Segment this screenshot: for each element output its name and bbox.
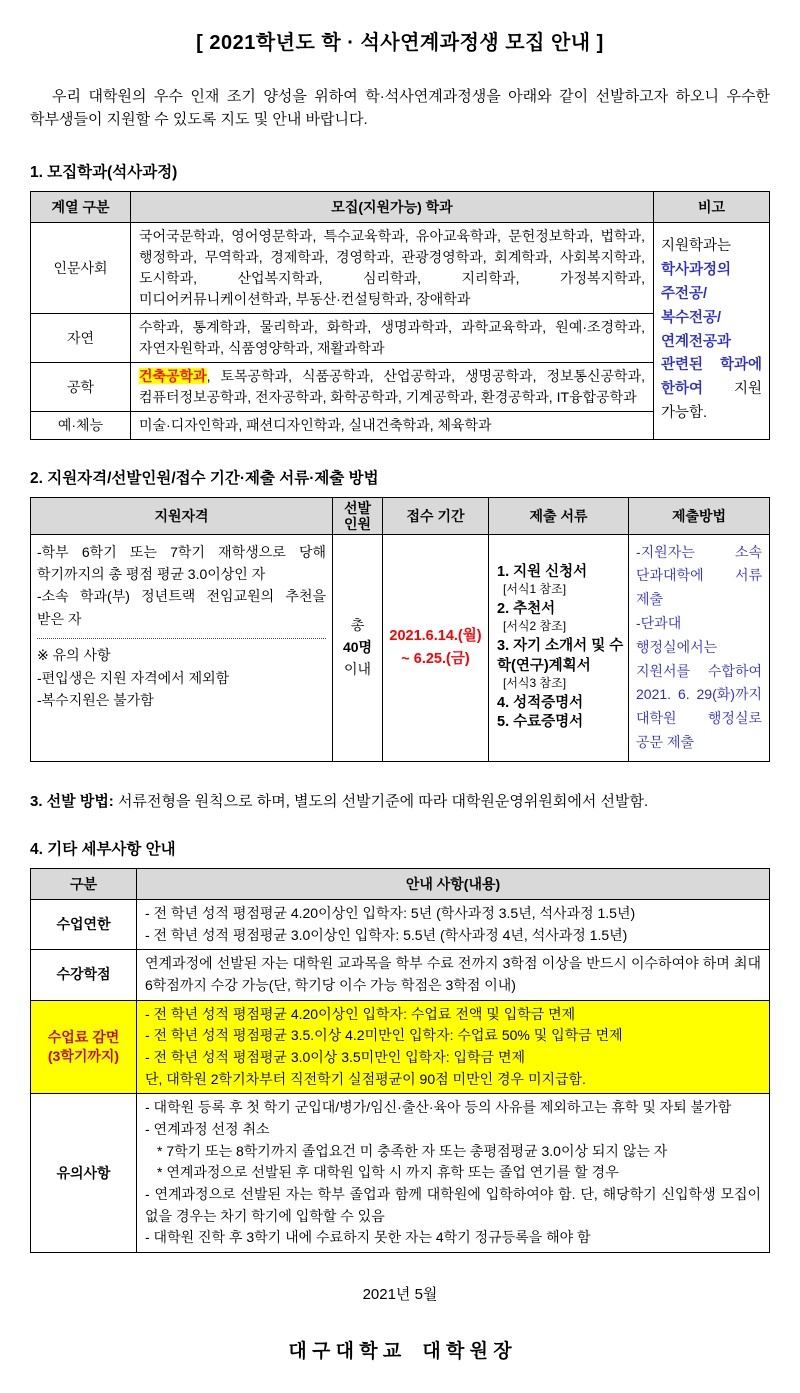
notice-title: ※ 유의 사항 <box>37 647 111 664</box>
header-method: 제출방법 <box>629 497 770 534</box>
row-content <box>137 899 770 949</box>
section3-text: 서류전형을 원칙으로 하며, 별도의 선발기준에 따라 대학원운영위원회에서 선발함. <box>113 792 649 810</box>
document-item: 5. 수료증명서 <box>497 714 584 731</box>
table-row-tuition-reduction <box>31 1000 770 1094</box>
intro-paragraph: 우리 대학원의 우수 인재 조기 양성을 위하여 학·석사연계과정생을 아래와 같이 선발하고자 하오니 우수한 학부생들이 지원할 수 있도록 지도 및 안내 바랍니다. <box>30 88 770 129</box>
document-note: [서식1 참조] <box>503 582 567 597</box>
content-line: 연계과정에 선발된 자는 대학원 교과목을 학부 수료 전까지 3학점 이상을 반드시 이수하여야 하며 최대 6학점까지 수강 가능(단, 학기당 이수 가능 학점은 3학점 이내) <box>145 955 761 993</box>
document-note: [서식2 참조] <box>503 619 567 634</box>
table-header-row <box>31 868 770 899</box>
application-info-table <box>30 497 770 762</box>
row-label <box>31 1000 137 1094</box>
recruiting-departments-table <box>30 191 770 440</box>
header-departments: 모집(지원가능) 학과 <box>131 191 654 222</box>
row-label: 수강학점 <box>31 950 137 1000</box>
page-title: [ 2021학년도 학 · 석사연계과정생 모집 안내 ] <box>196 32 604 54</box>
content-line: - 연계과정으로 선발된 자는 학부 졸업과 함께 대학원에 입학하여야 함. 단, 해당학기 신입학생 모집이 없을 경우는 차기 학기에 입학할 수 있음 <box>145 1186 761 1224</box>
note-suffix: 지원 가능함. <box>661 381 762 422</box>
table-row-study-period <box>31 899 770 949</box>
departments-rest: , 토목공학과, 식품공학과, 산업공학과, 생명공학과, 정보통신공학과, 컴퓨터정보공학과, 전자공학과, 화학공학과, 기계공학과, 환경공학과, IT융합공학과 <box>139 367 645 405</box>
content-line: - 연계과정 선정 취소 <box>145 1121 270 1138</box>
departments-list: 국어국문학과, 영어영문학과, 특수교육학과, 유아교육학과, 문헌정보학과, 법학과, 행정학과, 무역학과, 경제학과, 경영학과, 관광경영학과, 회계학과, 사회복지학과, 도시학과, 산업복지학과, 심리학과, 지리학과, 가정복지학과, 미디어커뮤니케이션학과, 부동산·컨설팅학과, 장애학과 <box>131 222 654 313</box>
table-row-credits <box>31 950 770 1000</box>
row-label: 유의사항 <box>31 1094 137 1253</box>
application-period-cell <box>383 534 489 761</box>
header-quota: 선발 인원 <box>333 497 383 534</box>
header-period: 접수 기간 <box>383 497 489 534</box>
row-label-line: 수업료 감면 <box>47 1029 120 1046</box>
document-note: [서식3 참조] <box>503 676 567 691</box>
row-content <box>137 1094 770 1253</box>
content-line: 단, 대학원 2학기차부터 직전학기 실점평균이 90점 미만인 경우 미지급함. <box>145 1070 586 1087</box>
quota-line: 총 <box>350 617 365 634</box>
table-row-humanities <box>31 222 770 313</box>
departments-list: 수학과, 통계학과, 물리학과, 화학과, 생명과학과, 과학교육학과, 원예·조경학과, 자연자원학과, 식품영양학과, 재활과학과 <box>131 313 654 362</box>
content-subline: * 연계과정으로 선발된 후 대학원 입학 시 까지 휴학 또는 졸업 연기를 할 경우 <box>157 1164 619 1181</box>
content-line: - 대학원 진학 후 3학기 내에 수료하지 못한 자는 4학기 정규등록을 해야 함 <box>145 1229 591 1246</box>
notice-item: -편입생은 지원 자격에서 제외함 <box>37 669 230 686</box>
content-line: - 대학원 등록 후 첫 학기 군입대/병가/임신·출산·육아 등의 사유를 제외하고는 휴학 및 자퇴 불가함 <box>145 1099 732 1116</box>
section2-heading: 2. 지원자격/선발인원/접수 기간·제출 서류·제출 방법 <box>30 469 379 487</box>
signature-line: 대 구 대 학 교 대 학 원 장 <box>288 1341 512 1363</box>
content-line: - 전 학년 성적 평점평균 3.5.이상 4.2미만인 입학자: 수업료 50% 및 입학금 면제 <box>145 1027 623 1044</box>
header-category: 구분 <box>31 868 137 899</box>
note-prefix: 지원학과는 <box>661 237 732 254</box>
note-emphasis: 학사과정의 주전공/복수전공/연계전공과 관련된 학과에 한하여 <box>661 261 762 398</box>
header-qualification: 지원자격 <box>31 497 333 534</box>
content-line: - 전 학년 성적 평점평균 3.0이상 3.5미만인 입학자: 입학금 면제 <box>145 1048 526 1065</box>
highlighted-department: 건축공학과 <box>139 367 207 384</box>
content-line: - 전 학년 성적 평점평균 3.0이상인 입학자: 5.5년 (학사과정 4년, 석사과정 1.5년) <box>145 926 628 943</box>
header-documents: 제출 서류 <box>489 497 629 534</box>
period-end: ~ 6.25.(금) <box>401 650 470 667</box>
quota-line: 이내 <box>343 660 372 677</box>
section4-heading: 4. 기타 세부사항 안내 <box>30 840 176 858</box>
header-content: 안내 사항(내용) <box>137 868 770 899</box>
method-item: -지원자는 소속 단과대학에 서류 제출 <box>636 543 762 608</box>
departments-list <box>131 362 654 411</box>
announcement-document <box>30 0 770 1393</box>
document-item: 4. 성적증명서 <box>497 694 584 711</box>
table-header-row <box>31 191 770 222</box>
content-subline: * 7학기 또는 8학기까지 졸업요건 미 충족한 자 또는 총평점평균 3.0이상 되지 않는 자 <box>157 1142 668 1159</box>
quota-cell <box>333 534 383 761</box>
qualification-item: -학부 6학기 또는 7학기 재학생으로 당해 학기까지의 총 평점 평균 3.0이상인 자 <box>37 543 326 583</box>
category-label: 인문사회 <box>31 222 131 313</box>
document-item: 3. 자기 소개서 및 수학(연구)계획서 <box>497 638 624 674</box>
row-content <box>137 1000 770 1094</box>
note-cell <box>654 222 770 439</box>
notice-block <box>37 638 326 711</box>
category-label: 공학 <box>31 362 131 411</box>
qualification-item: -소속 학과(부) 정년트랙 전임교원의 추천을 받은 자 <box>37 588 326 627</box>
document-item: 1. 지원 신청서 <box>497 563 588 580</box>
row-label: 수업연한 <box>31 899 137 949</box>
footer-date: 2021년 5월 <box>362 1286 438 1304</box>
documents-cell <box>489 534 629 761</box>
table-row-precautions <box>31 1094 770 1253</box>
category-label: 예·체능 <box>31 411 131 439</box>
notice-item: -복수지원은 불가함 <box>37 692 154 709</box>
table-data-row <box>31 534 770 761</box>
document-item: 2. 추천서 <box>497 600 556 617</box>
section3-label: 3. 선발 방법: <box>30 792 114 810</box>
qualification-cell <box>31 534 333 761</box>
content-line: - 전 학년 성적 평점평균 4.20이상인 입학자: 수업료 전액 및 입학금 면제 <box>145 1005 576 1022</box>
section3-selection-method <box>30 790 770 811</box>
period-start: 2021.6.14.(월) <box>389 627 482 644</box>
header-category: 계열 구분 <box>31 191 131 222</box>
header-note: 비고 <box>654 191 770 222</box>
row-content <box>137 950 770 1000</box>
quota-number: 40명 <box>342 638 373 655</box>
content-line: - 전 학년 성적 평점평균 4.20이상인 입학자: 5년 (학사과정 3.5년, 석사과정 1.5년) <box>145 904 636 921</box>
method-item: -단과대 행정실에서는 지원서를 수합하여 2021. 6. 29(화)까지 대학원 행정실로 공문 제출 <box>636 615 762 751</box>
submission-method-cell <box>629 534 770 761</box>
details-table <box>30 868 770 1253</box>
table-header-row <box>31 497 770 534</box>
departments-list: 미술·디자인학과, 패션디자인학과, 실내건축학과, 체육학과 <box>131 411 654 439</box>
category-label: 자연 <box>31 313 131 362</box>
row-label-line: (3학기까지) <box>47 1047 120 1064</box>
section1-heading: 1. 모집학과(석사과정) <box>30 163 178 181</box>
